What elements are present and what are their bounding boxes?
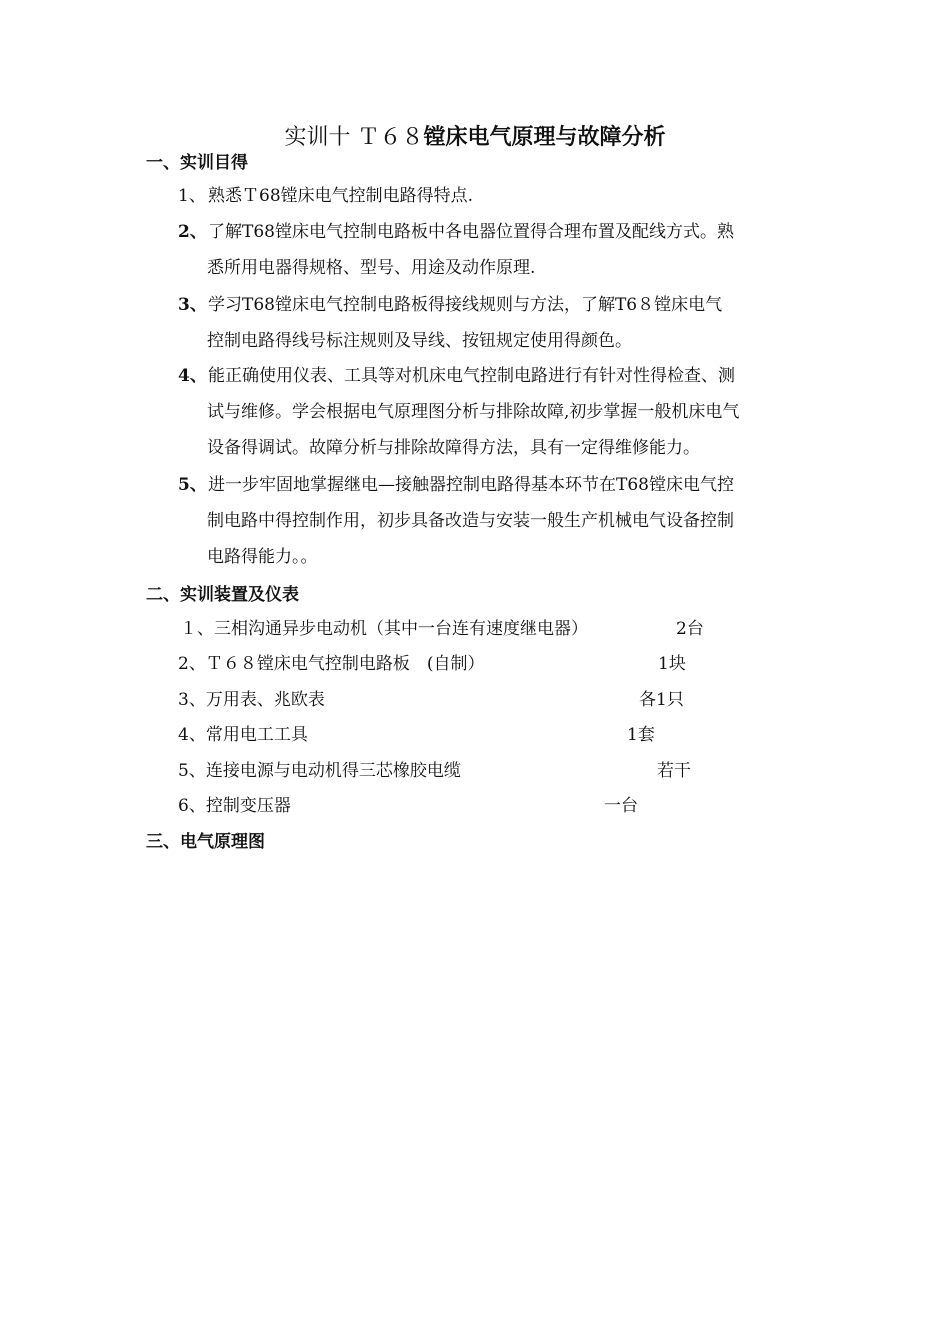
objective-number: 4、 [178, 366, 207, 386]
equipment-qty-1: 2台 [676, 619, 704, 639]
objective-text-cont: 制电路中得控制作用，初步具备改造与安装一般生产机械电气设备控制 [207, 511, 734, 531]
objective-text-cont: 试与维修。学会根据电气原理图分析与排除故障,初步掌握一般机床电气 [207, 402, 740, 422]
objective-text: 熟悉Ｔ68镗床电气控制电路得特点. [208, 186, 474, 206]
objective-number: 2、 [178, 222, 207, 242]
equipment-qty-3: 各1只 [639, 690, 684, 710]
equipment-item-4: 4、常用电工工具 [178, 725, 308, 745]
section-heading-equipment: 二、实训装置及仪表 [146, 585, 299, 605]
objective-item-5 [178, 467, 808, 575]
objective-number: 3、 [178, 295, 207, 315]
objective-item-1 [178, 178, 808, 214]
objective-text-cont: 设备得调试。故障分析与排除故障得方法，具有一定得维修能力。 [207, 438, 700, 458]
objective-text-cont: 悉所用电器得规格、型号、用途及动作原理. [207, 258, 536, 278]
objective-text: 进一步牢固地掌握继电—接触器控制电路得基本环节在T68镗床电气控 [208, 475, 734, 495]
objective-text: 能正确使用仪表、工具等对机床电气控制电路进行有针对性得检查、测 [208, 366, 735, 386]
section-heading-objectives: 一、实训目得 [146, 153, 248, 173]
equipment-qty-2: 1块 [658, 654, 686, 674]
objective-item-2 [178, 214, 808, 286]
objective-item-4 [178, 358, 808, 466]
objective-text-cont: 电路得能力。。 [207, 547, 318, 567]
equipment-qty-6: 一台 [604, 796, 638, 816]
title-suffix: 镗床电气原理与故障分析 [423, 124, 666, 150]
objective-number: 1、 [178, 186, 206, 206]
equipment-item-1: １、三相沟通异步电动机（其中一台连有速度继电器） [180, 619, 588, 639]
objective-text: 学习T68镗床电气控制电路板得接线规则与方法，了解T6８镗床电气 [208, 295, 723, 315]
section-heading-schematic: 三、电气原理图 [146, 832, 265, 852]
page-title [0, 121, 950, 154]
objective-number: 5、 [178, 475, 207, 495]
objective-item-3 [178, 287, 808, 359]
objective-text: 了解T68镗床电气控制电路板中各电器位置得合理布置及配线方式。熟 [208, 222, 734, 242]
equipment-qty-5: 若干 [657, 761, 691, 781]
equipment-item-5: 5、连接电源与电动机得三芯橡胶电缆 [178, 761, 461, 781]
objective-text-cont: 控制电路得线号标注规则及导线、按钮规定使用得颜色。 [207, 331, 632, 351]
equipment-item-2: 2、Ｔ６８镗床电气控制电路板 (自制） [178, 654, 485, 674]
equipment-qty-4: 1套 [627, 725, 655, 745]
equipment-item-3: 3、万用表、兆欧表 [178, 690, 325, 710]
equipment-item-6: 6、控制变压器 [178, 796, 291, 816]
title-prefix: 实训十 Ｔ６８ [284, 125, 424, 150]
